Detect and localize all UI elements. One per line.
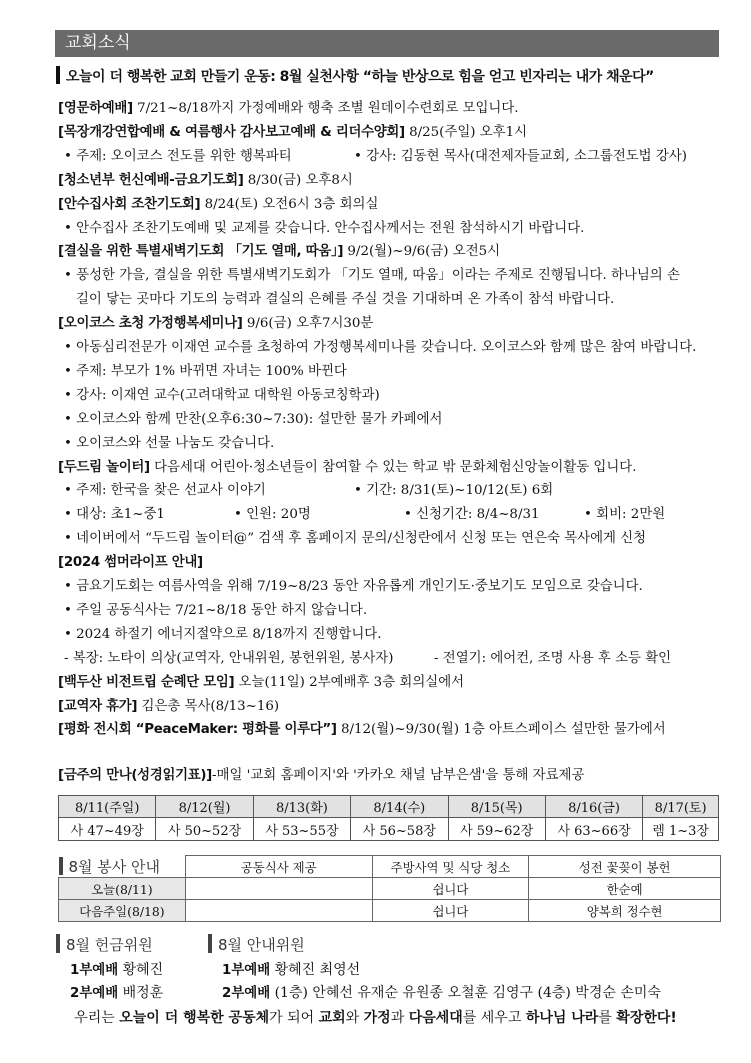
reading-heading: [금주의 만나(성경읽기표)] (58, 768, 212, 783)
service-title-text: 8월 봉사 안내 (68, 857, 161, 876)
news-heading-line (58, 720, 666, 740)
reading-passage: 렘 1~3장 (643, 818, 719, 841)
news-detail: 8/12(월)~9/30(월) 1층 아트스페이스 설만한 물가에서 (336, 722, 666, 738)
usher-s2-label: 2부예배 (222, 986, 271, 1001)
cash-s1-names: 황혜진 (122, 962, 164, 978)
news-detail: 오늘(11일) 2부예배후 3층 회의실에서 (234, 674, 465, 690)
news-heading: [영문하예배] (58, 101, 133, 116)
news-heading: [두드림 놀이터] (58, 459, 150, 475)
news-bullet (58, 266, 680, 286)
news-detail: 8/24(토) 오전6시 3층 회의실 (200, 196, 379, 212)
service-row (59, 900, 721, 922)
news-continuation (58, 290, 614, 310)
news-bullet-text: - 복장: 노타이 의상(교역자, 안내위원, 봉헌위원, 봉사자) (64, 650, 394, 666)
news-bullet-text: • 신청기간: 8/4~8/31 (404, 507, 540, 523)
news-heading: [결실을 위한 특별새벽기도회 「기도 열매, 따움」] (58, 244, 344, 260)
news-bullet (58, 434, 274, 454)
news-heading-line (58, 673, 464, 693)
news-bullet-text: • 금요기도회는 여름사역을 위해 7/19~8/23 동안 자유롭게 개인기도·중보기도 모임으로 갖습니다. (64, 579, 643, 594)
news-multi-bullet (58, 505, 718, 525)
reading-date: 8/13(화) (253, 796, 350, 818)
service-meal (185, 878, 372, 900)
news-bullet-text: • 기간: 8/31(토)~10/12(토) 6회 (354, 483, 554, 499)
service-flower: 한순예 (529, 878, 721, 900)
service-kitchen: 쉽니다 (372, 900, 529, 922)
news-bullet (58, 601, 367, 621)
news-bullet-text: • 주제: 오이코스 전도를 위한 행복파티 (64, 148, 292, 164)
news-detail: 9/6(금) 오후7시30분 (242, 316, 374, 332)
service-col-meal: 공동식사 제공 (185, 856, 372, 878)
news-heading: [교역자 휴가] (58, 698, 138, 714)
news-bullet (58, 338, 696, 358)
motto-part: 를 (598, 1010, 617, 1026)
cash-roster (56, 934, 163, 1002)
service-row-label: 다음주일(8/18) (59, 900, 186, 922)
service-col-flower: 성전 꽃꽂이 봉헌 (529, 856, 721, 878)
news-bullet (58, 625, 382, 645)
cash-title (56, 934, 163, 955)
news-heading: [안수집사회 조찬기도회] (58, 196, 201, 212)
motto-part: 가 되어 (269, 1010, 319, 1026)
motto-bold: 가정 (363, 1010, 391, 1026)
news-continuation-text: 길이 닿는 곳마다 기도의 능력과 결실의 은혜를 주실 것을 기대하며 온 가족이 참석 바랍니다. (76, 292, 615, 308)
church-motto (0, 1007, 751, 1027)
reading-date: 8/12(월) (156, 796, 253, 818)
cash-s1-label: 1부예배 (70, 963, 119, 978)
news-bullet-text: • 네이버에서 “두드림 놀이터@” 검색 후 홈페이지 문의/신청란에서 신청 또는 연은숙 목사에게 신청 (64, 531, 647, 547)
news-multi-bullet (58, 147, 718, 167)
service-meal (185, 900, 372, 922)
news-bullet-text: - 전열기: 에어컨, 조명 사용 후 소등 확인 (434, 650, 672, 666)
cash-s2 (56, 982, 163, 1002)
news-bullet (58, 529, 646, 549)
news-bullet-text: • 안수집사 조찬기도예배 및 교제를 갖습니다. 안수집사께서는 전원 참석하시기 바랍니다. (64, 220, 585, 236)
reading-subtitle: -매일 '교회 홈페이지'와 '카카오 채널 남부은샘'을 통해 자료제공 (212, 768, 585, 783)
news-bullet-text: • 강사: 김동현 목사(대전제자들교회, 소그룹전도법 강사) (354, 148, 687, 164)
news-bullet (58, 577, 643, 597)
motto-part: 우리는 (74, 1010, 120, 1026)
service-kitchen: 쉽니다 (372, 878, 529, 900)
reading-table (58, 795, 719, 841)
service-flower: 양복희 정수현 (529, 900, 721, 922)
reading-date: 8/17(토) (643, 796, 719, 818)
news-heading: [백두산 비전트립 순례단 모임] (58, 674, 235, 690)
news-bullet (58, 219, 584, 239)
service-table (58, 855, 721, 922)
service-row-label: 오늘(8/11) (59, 878, 186, 900)
cash-s1 (56, 959, 163, 979)
news-heading-line (58, 99, 519, 119)
reading-passage: 사 47~49장 (59, 818, 156, 841)
section-marker (56, 66, 60, 84)
news-heading-line (58, 171, 353, 191)
news-bullet-text: • 아동심리전문가 이재연 교수를 초청하여 가정행복세미나를 갖습니다. 오이코스와 함께 많은 참여 바랍니다. (64, 340, 697, 355)
usher-title (208, 934, 661, 955)
news-bullet (58, 410, 442, 430)
news-bullet-text: • 대상: 초1~중1 (64, 507, 165, 523)
reading-date: 8/11(주일) (59, 796, 156, 818)
news-heading: [2024 썸머라이프 안내] (58, 555, 203, 571)
news-heading-line (58, 195, 378, 215)
reading-date: 8/15(목) (448, 796, 545, 818)
motto-part: 과 (390, 1010, 409, 1026)
reading-passage: 사 56~58장 (351, 818, 448, 841)
news-detail: 7/21~8/18까지 가정예배와 행축 조별 원데이수련회로 모입니다. (132, 101, 519, 116)
news-heading-line (58, 242, 500, 262)
news-bullet-text: • 풍성한 가을, 결실을 위한 특별새벽기도회가 「기도 열매, 따움」이라는 주제로 진행됩니다. 하나님의 손 (64, 268, 680, 284)
service-row (59, 878, 721, 900)
news-multi-bullet (58, 649, 718, 669)
reading-title (58, 766, 584, 786)
section-marker (59, 857, 63, 875)
service-col-kitchen: 주방사역 및 식당 청소 (372, 856, 529, 878)
news-bullet-text: • 주제: 한국을 찾은 선교사 이야기 (64, 483, 266, 499)
reading-dates-row (59, 796, 719, 818)
cash-s2-label: 2부예배 (70, 986, 119, 1001)
reading-passage: 사 50~52장 (156, 818, 253, 841)
news-bullet (58, 362, 347, 382)
news-detail: 다음세대 어린아·청소년들이 참여할 수 있는 학교 밖 문화체험신앙놀이활동 입니다. (149, 459, 637, 475)
reading-date: 8/16(금) (545, 796, 642, 818)
news-heading-line (58, 553, 203, 573)
motto-bold: 오늘이 더 행복한 공동체 (119, 1010, 270, 1026)
section-marker (56, 934, 60, 953)
reading-passage: 사 63~66장 (545, 818, 642, 841)
news-detail: 김은총 목사(8/13~16) (137, 698, 280, 714)
reading-passage: 사 53~55장 (253, 818, 350, 841)
news-bullet-text: • 회비: 2만원 (584, 507, 666, 523)
reading-date: 8/14(수) (351, 796, 448, 818)
motto-bold: 교회 (318, 1010, 346, 1026)
news-heading-line (58, 314, 373, 334)
news-heading: [오이코스 초청 가정행복세미나] (58, 316, 243, 332)
usher-title-text: 8월 안내위원 (218, 936, 305, 954)
cash-title-text: 8월 헌금위원 (66, 936, 153, 954)
news-bullet-text: • 주일 공동식사는 7/21~8/18 동안 하지 않습니다. (64, 602, 368, 618)
reading-passage: 사 59~62장 (448, 818, 545, 841)
motto-bold: 하나님 나라 (525, 1010, 599, 1026)
reading-passages-row (59, 818, 719, 841)
cash-s2-names: 배정훈 (122, 985, 164, 1001)
news-heading: [목장개강연합예배 & 여름행사 감사보고예배 & 리더수양회] (58, 124, 405, 140)
campaign-title-text: 오늘이 더 행복한 교회 만들기 운동: 8월 실천사항 “하늘 반상으로 힘을 얻고 빈자리는 내가 채운다” (66, 69, 654, 85)
section-title: 교회소식 (55, 30, 719, 57)
news-bullet-text: • 오이코스와 함께 만찬(오후6:30~7:30): 설만한 물가 카페에서 (64, 411, 443, 427)
usher-s1 (208, 959, 661, 979)
news-detail: 8/30(금) 오후8시 (243, 172, 353, 188)
news-heading: [청소년부 헌신예배-금요기도회] (58, 172, 244, 188)
news-bullet (58, 386, 380, 406)
news-bullet-text: • 강사: 이재연 교수(고려대학교 대학원 아동코칭학과) (64, 387, 380, 403)
motto-part: 를 세우고 (462, 1010, 526, 1026)
news-detail: 9/2(월)~9/6(금) 오전5시 (343, 244, 501, 260)
news-heading-line (58, 123, 527, 143)
usher-s1-names: 황혜진 최영선 (274, 962, 361, 978)
service-title (59, 856, 186, 878)
campaign-title (56, 66, 654, 86)
news-detail: 8/25(주일) 오후1시 (404, 124, 528, 140)
news-heading-line (58, 458, 636, 478)
motto-bold: 다음세대 (408, 1010, 463, 1026)
usher-s2-names: (1층) 안혜선 유재순 유원종 오철훈 김영구 (4층) 박경순 손미숙 (274, 985, 661, 1001)
news-bullet-text: • 오이코스와 선물 나눔도 갖습니다. (64, 435, 275, 451)
usher-s1-label: 1부예배 (222, 963, 271, 978)
news-multi-bullet (58, 481, 718, 501)
news-bullet-text: • 주제: 부모가 1% 바뀌면 자녀는 100% 바뀐다 (64, 363, 347, 379)
section-marker (208, 934, 212, 953)
news-heading-line (58, 697, 279, 717)
news-bullet-text: • 인원: 20명 (234, 507, 311, 523)
usher-roster (208, 934, 661, 1002)
motto-part: 와 (345, 1010, 364, 1026)
usher-s2 (208, 982, 661, 1002)
motto-bold: 확장한다! (616, 1010, 677, 1026)
news-heading: [평화 전시회 “PeaceMaker: 평화를 이루다”] (58, 722, 337, 738)
news-bullet-text: • 2024 하절기 에너지절약으로 8/18까지 진행합니다. (64, 626, 382, 642)
